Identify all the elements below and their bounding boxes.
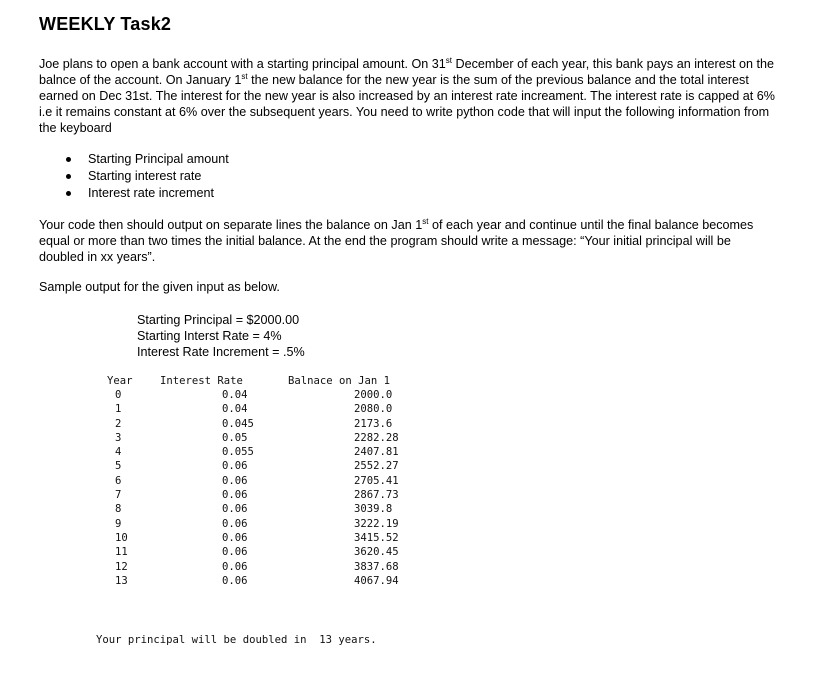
balance-cell: 2705.41	[354, 474, 399, 487]
year-cell: 7	[115, 489, 122, 502]
problem-description: Joe plans to open a bank account with a starting principal amount. On 31st December of each year, this bank pays an interest on the balnce of the account. On January 1st the new balance for the new year is the sum of the previous balance and the total interest earned on Dec 31st. The interest for the new year is also increased by an interest rate increament. The interest rate is capped at 6% i.e it remains constant at 6% over the subsequent years. You need to write python code that will input the following information from the keyboard	[39, 55, 775, 135]
header-rate: Interest Rate	[160, 375, 243, 387]
sample-output-intro: Sample output for the given input as below.	[39, 280, 280, 294]
year-cell: 6	[115, 474, 122, 487]
year-cell: 10	[115, 531, 128, 544]
list-item: Starting interest rate	[66, 168, 229, 185]
rate-cell: 0.06	[222, 560, 248, 573]
rate-cell: 0.04	[222, 403, 248, 416]
balance-cell: 2173.6	[354, 417, 393, 430]
balance-cell: 2407.81	[354, 446, 399, 459]
balance-cell: 3837.68	[354, 560, 399, 573]
balance-cell: 3222.19	[354, 517, 399, 530]
rate-cell: 0.06	[222, 574, 248, 587]
year-cell: 1	[115, 403, 122, 416]
year-cell: 4	[115, 446, 122, 459]
balance-cell: 3620.45	[354, 546, 399, 559]
year-cell: 0	[115, 389, 122, 401]
balance-cell: 2282.28	[354, 431, 399, 444]
header-balance: Balnace on Jan 1	[288, 375, 391, 387]
year-cell: 13	[115, 574, 128, 587]
list-item: Interest rate increment	[66, 185, 229, 202]
input-list	[66, 151, 229, 202]
rate-cell: 0.06	[222, 503, 248, 516]
balance-cell: 2080.0	[354, 403, 393, 416]
rate-cell: 0.06	[222, 489, 248, 502]
list-item: Starting Principal amount	[66, 151, 229, 168]
rate-cell: 0.06	[222, 517, 248, 530]
rate-cell: 0.05	[222, 431, 248, 444]
balance-cell: 3415.52	[354, 531, 399, 544]
input-rate: Starting Interst Rate = 4%	[137, 329, 282, 343]
input-principal: Starting Principal = $2000.00	[137, 313, 300, 327]
rate-cell: 0.06	[222, 460, 248, 473]
final-message: Your principal will be doubled in 13 years.	[96, 634, 377, 646]
balance-column	[354, 388, 399, 588]
year-cell: 9	[115, 517, 122, 530]
page-title: WEEKLY Task2	[39, 14, 172, 34]
year-column	[96, 388, 132, 588]
balance-cell: 2000.0	[354, 389, 393, 401]
year-cell: 8	[115, 503, 122, 516]
year-cell: 2	[115, 417, 122, 430]
rate-cell: 0.06	[222, 474, 248, 487]
year-cell: 12	[115, 560, 128, 573]
balance-cell: 2552.27	[354, 460, 399, 473]
rate-cell: 0.06	[222, 531, 248, 544]
output-description: Your code then should output on separate lines the balance on Jan 1st of each year and continue until the final balance becomes equal or more than two times the initial balance. At the end the program should write a message: “Your initial principal will be doubled in xx years”.	[39, 216, 754, 264]
balance-cell: 2867.73	[354, 489, 399, 502]
balance-cell: 4067.94	[354, 574, 399, 587]
sample-inputs	[137, 312, 305, 360]
balance-cell: 3039.8	[354, 503, 393, 516]
rate-column	[222, 388, 254, 588]
rate-cell: 0.055	[222, 446, 254, 459]
rate-cell: 0.04	[222, 389, 248, 401]
rate-cell: 0.045	[222, 417, 254, 430]
rate-cell: 0.06	[222, 546, 248, 559]
year-cell: 11	[115, 546, 128, 559]
input-increment: Interest Rate Increment = .5%	[137, 345, 305, 359]
header-year: Year	[107, 375, 133, 387]
year-cell: 5	[115, 460, 122, 473]
year-cell: 3	[115, 431, 122, 444]
